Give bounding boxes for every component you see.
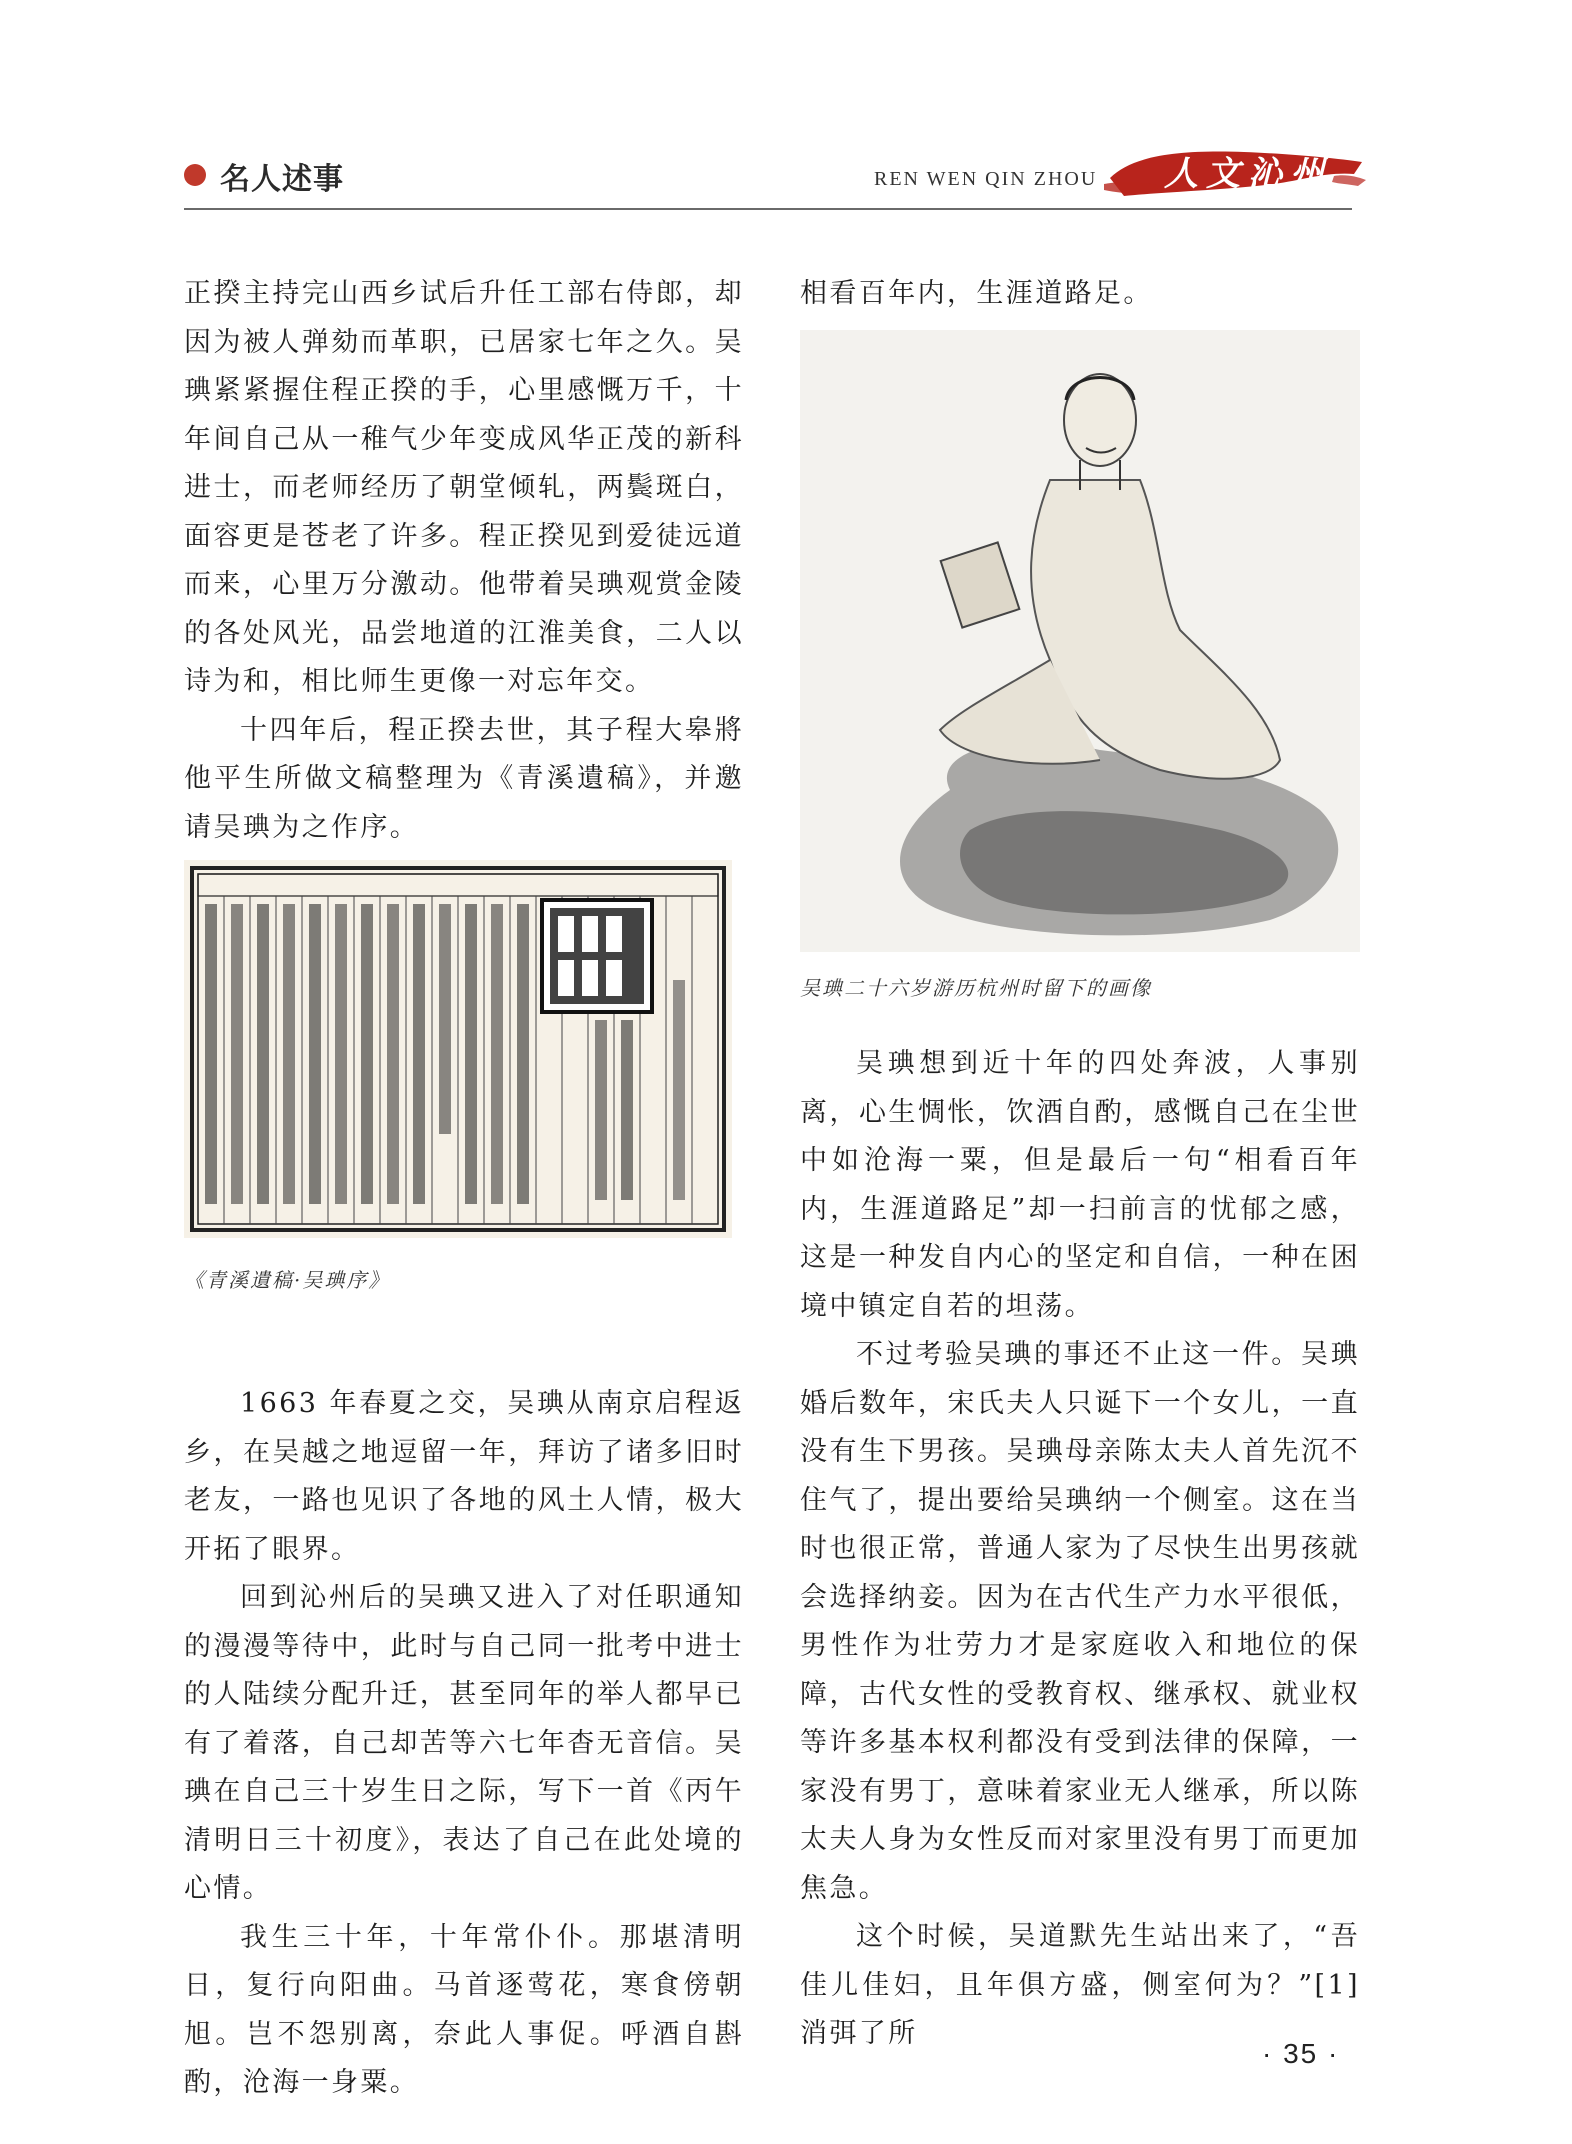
page-number: · 35 · [1262, 2038, 1340, 2069]
brand-text: 人文沁州 [1164, 154, 1332, 194]
magazine-pinyin: REN WEN QIN ZHOU [874, 168, 1098, 190]
paragraph: 这个时候，吴道默先生站出来了，“吾佳儿佳妇，且年俱方盛，侧室何为？”[1] 消弭了所 [800, 1921, 1360, 2049]
image-caption: 《青溪遺稿·吴琠序》 [184, 1268, 391, 1292]
page-header [184, 150, 1352, 210]
section-dot-icon [184, 164, 206, 186]
brand-logo [1104, 140, 1366, 204]
portrait-image [800, 330, 1360, 952]
section-title: 名人述事 [220, 162, 344, 197]
left-column-top [184, 270, 744, 852]
poem-text: 我生三十年，十年常仆仆。那堪清明日，复行向阳曲。马首逐莺花，寒食傍朝旭。岂不怨别离，奈此人事促。呼酒自斟酌，沧海一身粟。 [184, 1921, 744, 2098]
seated-scholar-illustration-icon [800, 330, 1360, 952]
paragraph: 吴琠想到近十年的四处奔波，人事别离，心生惆怅，饮酒自酌，感慨自己在尘世中如沧海一粟，但是最后一句“相看百年内，生涯道路足”却一扫前言的忧郁之感，这是一种发自内心的坚定和自信，一种在困境中镇定自若的坦荡。 [800, 1048, 1360, 1322]
right-column-bottom [800, 1040, 1360, 2059]
poem [184, 1914, 744, 2108]
image-caption: 吴琠二十六岁游历杭州时留下的画像 [800, 976, 1152, 1000]
paragraph: 十四年后，程正揆去世，其子程大皋將他平生所做文稿整理为《青溪遺稿》，并邀请吴琠为之作序。 [184, 714, 744, 843]
right-column-top [800, 270, 1360, 319]
document-scan-icon [184, 860, 732, 1238]
classical-document-image [184, 860, 732, 1238]
header-rule [184, 208, 1352, 210]
paragraph: 1663 年春夏之交，吴琠从南京启程返乡，在吴越之地逗留一年，拜访了诸多旧时老友，一路也见识了各地的风土人情，极大开拓了眼界。 [184, 1388, 744, 1565]
paragraph: 不过考验吴琠的事还不止这一件。吴琠婚后数年，宋氏夫人只诞下一个女儿，一直没有生下男孩。吴琠母亲陈太夫人首先沉不住气了，提出要给吴琠纳一个侧室。这在当时也很正常，普通人家为了尽快生出男孩就会选择纳妾。因为在古代生产力水平很低，男性作为壮劳力才是家庭收入和地位的保障，古代女性的受教育权、继承权、就业权等许多基本权利都没有受到法律的保障，一家没有男丁，意味着家业无人继承，所以陈太夫人身为女性反而对家里没有男丁而更加焦急。 [800, 1339, 1360, 1904]
poem-continuation: 相看百年内，生涯道路足。 [800, 278, 1153, 309]
paragraph: 正揆主持完山西乡试后升任工部右侍郎，却因为被人弹劾而革职，已居家七年之久。吴琠紧紧握住程正揆的手，心里感慨万千，十年间自己从一稚气少年变成风华正茂的新科进士，而老师经历了朝堂倾轧，两鬓斑白，面容更是苍老了许多。程正揆见到爱徒远道而来，心里万分激动。他带着吴琠观赏金陵的各处风光，品尝地道的江淮美食，二人以诗为和，相比师生更像一对忘年交。 [184, 278, 744, 697]
paragraph: 回到沁州后的吴琠又进入了对任职通知的漫漫等待中，此时与自己同一批考中进士的人陆续分配升迁，甚至同年的举人都早已有了着落，自己却苦等六七年杳无音信。吴琠在自己三十岁生日之际，写下一首《丙午清明日三十初度》，表达了自己在此处境的心情。 [184, 1582, 744, 1904]
left-column-bottom [184, 1380, 744, 2108]
